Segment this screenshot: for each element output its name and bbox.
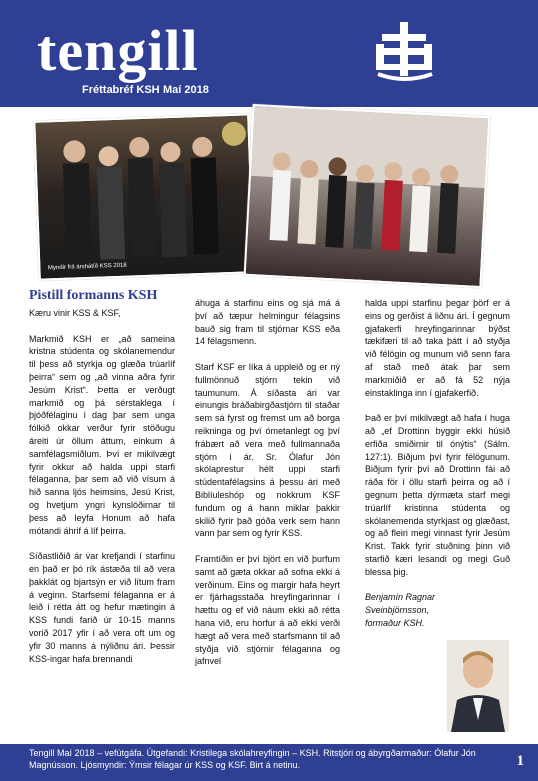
signature-role: formaður KSH. [365, 617, 425, 628]
signature-name: Benjamín Ragnar Sveinbjörnsson, [365, 592, 436, 616]
newsletter-subtitle: Fréttabréf KSH [82, 84, 160, 96]
cross-logo-icon [372, 20, 438, 84]
paragraph: halda uppi starfinu þegar þörf er á eins og gerðist á liðnu ári. Í gegnum gjafakerfi hreyfingarinnar býðst tækifæri til að taka þátt í að styðja við félögin og munum við senn fara af stað með átak þar sem markmiðið er að fá 52 nýja einstaklinga inn í gjafakerfið. [365, 298, 510, 398]
page-number: 1 [516, 753, 524, 769]
article-column-2 [195, 297, 340, 681]
article-column-1 [29, 307, 175, 678]
paragraph: Markmið KSH er „að sameina kristna stúdenta og skólanemendur til þess að styrkja og glæða trúarlíf þeirra“ sem og „að vinna aðra fyrir Jesúm Krist“. Þetta er verðugt markmið og þá sérstaklega í þjóðfélaginu í dag þar sem unga fólkið okkar verður fyrir stöðugu áreiti úr öllum áttum, einkum á samfélagsmiðlum. Því er mikilvægt fyrir okkur að halda uppi starfi félaganna, þar sem að við vísum á hið sanna ljós heimsins, Jesú Krist, og hvetjum yngri kynslóðirnar til þess að leyfa Honum að hafa mótandi áhrif á líf þeirra. [29, 333, 175, 536]
group-photo-women [244, 104, 491, 288]
masthead [0, 0, 538, 107]
group-photo-men [33, 113, 254, 280]
footer-colophon: Tengill Maí 2018 – vefútgáfa. Útgefandi: Kristilega skólahreyfingin – KSH. Ritstjóri og ábyrgðarmaður: Ólafur Jón Magnússon. Ljósmyndir: Ýmsir félagar úr KSS og KSF. Birt á netinu. [29, 748, 476, 770]
paragraph: Það er því mikilvægt að hafa í huga að „ef Drottinn byggir ekki húsið erfiða smiðirnir til ónýtis“ (Sálm. 127:1). Biðjum því fyrir félögunum. Biðjum fyrir því að Drottinn fái að ráða för í öllu starfi þeirra og að í gegnum þetta dýrmæta starf megi trúarlíf kristinna stúdenta og skólanemenda styrkjast og glæðast, og að fleiri megi vinnast fyrir Jesúm Krist. Takk fyrir stuðning þinn við starfið kæri lesandi og megi Guð blessa þig. [365, 413, 510, 577]
photo-credit: Myndir frá árshátíð KSS 2018 [47, 262, 127, 272]
paragraph: Framtíðin er því björt en við þurfum samt að gæta okkar að sofna ekki á verðinum. Eins og margir hafa heyrt er fjárhagsstaða hreyfingarinnar í hættu og ef við náum ekki að rétta hana við, eru horfur á að ekki verði hægt að vera með starfsmann til að styðja við stjórnir félaganna og jafnvel [195, 553, 340, 667]
paragraph: Starf KSF er líka á uppleið og er ný fullmönnuð stjórn tekin við taumunum. Á síðasta ári var einungis bráðabirgðastjórn til staðar sem sá fyrst og fremst um að borga reikninga og því ómetanlegt og því frábært að vera með fullmannaða stjórn í ár. Sr. Ólafur Jón skólaprestur hélt uppi starfi stúdentafélagsins á þessu ári með Biblíuleshóp og nokkrum KSF fundum og á hann miklar þakkir skilið fyrir það góða verk sem hann vann þar sem og fyrir KSS. [195, 361, 340, 539]
article-title: Pistill formanns KSH [29, 288, 158, 303]
author-portrait [447, 640, 509, 732]
paragraph: Síðastliðið ár var krefjandi í starfinu en það er þó rík ástæða til að vera þakklát og bjartsýn er við lítum fram á veginn. Starfsemi félaganna er á leið í rétta átt og hefur mætingin á KSS fundi farið úr 10-15 manns vorið 2017 yfir í að vera oft um og yfir 30 manns á nýliðnu ári. Þessir KSS-ingar hafa brennandi [29, 551, 175, 664]
paragraph: áhuga á starfinu eins og sjá má á því að tæpur helmingur félagsins bauð sig fram til stjórnar KSS eða 14 félagsmenn. [195, 298, 340, 347]
article-column-3 [365, 297, 510, 630]
newsletter-title: tengill [37, 18, 199, 83]
issue-date: Maí 2018 [163, 84, 209, 96]
paragraph: Kæru vinir KSS & KSF, [29, 308, 121, 318]
footer [0, 744, 538, 781]
